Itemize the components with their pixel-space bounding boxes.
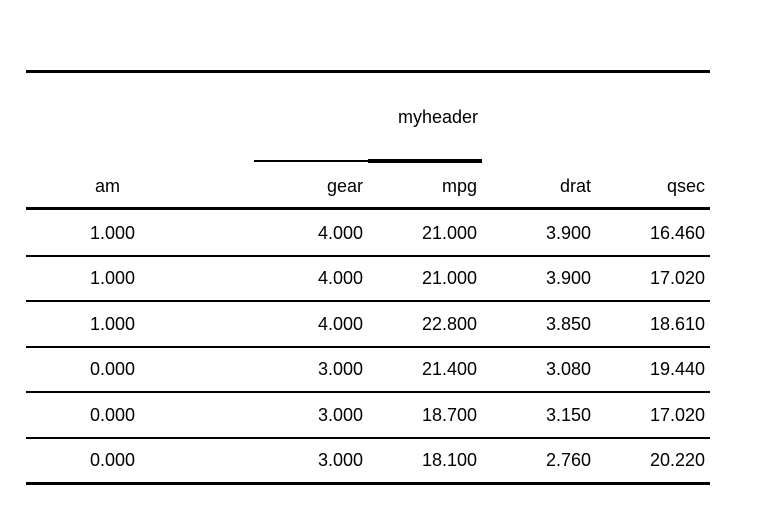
- table-row: [26, 392, 710, 438]
- column-header-am: am: [94, 176, 120, 196]
- cell-qsec: 17.020: [649, 404, 705, 425]
- cell-am: 1.000: [89, 222, 135, 243]
- column-header-row: [26, 173, 710, 203]
- cell-drat: 3.850: [545, 313, 591, 334]
- cell-drat: 3.080: [545, 359, 591, 380]
- cell-mpg: 21.000: [421, 268, 477, 289]
- table-row: [26, 347, 710, 393]
- table-bottom-rule: [26, 482, 710, 485]
- cell-am: 1.000: [89, 313, 135, 334]
- column-header-gear: gear: [326, 176, 363, 196]
- column-header-mpg: mpg: [441, 176, 477, 196]
- cell-drat: 3.900: [545, 222, 591, 243]
- cell-gear: 4.000: [317, 268, 363, 289]
- cell-qsec: 18.610: [649, 313, 705, 334]
- cell-am: 0.000: [89, 359, 135, 380]
- spanner-rule-gear: [254, 160, 368, 162]
- table-row: [26, 438, 710, 484]
- cell-gear: 4.000: [317, 222, 363, 243]
- column-header-qsec: qsec: [666, 176, 705, 196]
- cell-qsec: 19.440: [649, 359, 705, 380]
- cell-mpg: 21.000: [421, 222, 477, 243]
- cell-drat: 3.900: [545, 268, 591, 289]
- table-row: [26, 256, 710, 302]
- cell-drat: 3.150: [545, 404, 591, 425]
- table-row: [26, 301, 710, 347]
- cell-am: 0.000: [89, 450, 135, 471]
- cell-mpg: 21.400: [421, 359, 477, 380]
- cell-qsec: 16.460: [649, 222, 705, 243]
- cell-am: 0.000: [89, 404, 135, 425]
- cell-gear: 3.000: [317, 404, 363, 425]
- table-row: [26, 210, 710, 256]
- spanner-rule-mpg: [368, 159, 482, 163]
- column-header-blank: [140, 173, 254, 203]
- cell-mpg: 18.100: [421, 450, 477, 471]
- table-top-rule: [26, 70, 710, 73]
- column-header-drat: drat: [559, 176, 591, 196]
- spanner-header-label: myheader: [397, 107, 478, 127]
- cell-am: 1.000: [89, 268, 135, 289]
- cell-qsec: 20.220: [649, 450, 705, 471]
- cell-drat: 2.760: [545, 450, 591, 471]
- cell-gear: 3.000: [317, 450, 363, 471]
- cell-gear: 4.000: [317, 313, 363, 334]
- table-body: [26, 210, 710, 483]
- cell-mpg: 18.700: [421, 404, 477, 425]
- cell-gear: 3.000: [317, 359, 363, 380]
- cell-qsec: 17.020: [649, 268, 705, 289]
- cell-mpg: 22.800: [421, 313, 477, 334]
